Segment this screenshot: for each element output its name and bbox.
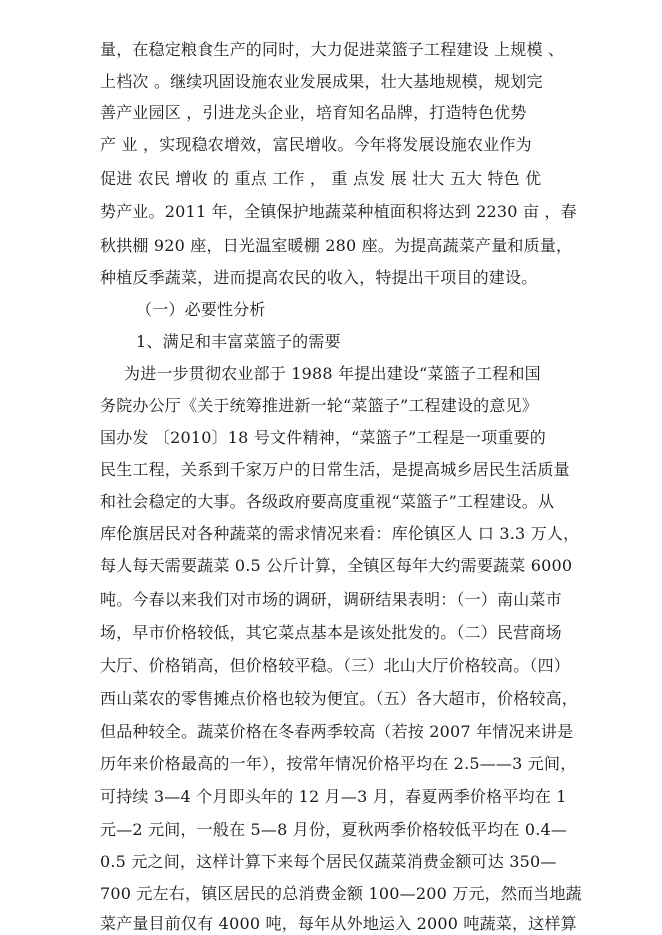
paragraph-line: 吨。今春以来我们对市场的调研，调研结果表明：（一）南山菜市 xyxy=(100,590,562,609)
paragraph-line: 每人每天需要蔬菜 0.5 公斤计算，全镇区每年大约需要蔬菜 6000 xyxy=(100,556,573,575)
paragraph-line: 和社会稳定的大事。各级政府要高度重视“菜篮子”工程建设。从 xyxy=(100,492,555,511)
paragraph-line: 库伦旗居民对各种蔬菜的需求情况来看：库伦镇区人 口 3.3 万人， xyxy=(100,524,580,543)
paragraph-line: 民生工程，关系到千家万户的日常生活，是提高城乡居民生活质量 xyxy=(100,460,570,479)
paragraph-line: 0.5 元之间，这样计算下来每个居民仅蔬菜消费金额可达 350— xyxy=(100,852,557,871)
paragraph-line: 务院办公厅《关于统筹推进新一轮“菜篮子”工程建设的意见》 xyxy=(100,396,538,415)
paragraph-line: 但品种较全。蔬菜价格在冬春两季较高（若按 2007 年情况来讲是 xyxy=(100,722,574,741)
subsection-heading: 1、满足和丰富菜篮子的需要 xyxy=(136,332,341,351)
paragraph-line: 历年来价格最高的一年），按常年情况价格平均在 2.5——3 元间， xyxy=(100,754,577,773)
paragraph-line: 场，早市价格较低，其它菜点基本是该处批发的。（二）民营商场 xyxy=(100,623,562,642)
paragraph-line: 元—2 元间，一般在 5—8 月份，夏秋两季价格较低平均在 0.4— xyxy=(100,820,568,839)
text-line: 善产业园区 ，引进龙头企业，培育知名品牌，打造特色优势 xyxy=(100,103,527,122)
text-line: 产 业 ，实现稳农增效，富民增收。今年将发展设施农业作为 xyxy=(100,135,532,154)
paragraph-line: 为进一步贯彻农业部于 1988 年提出建设“菜篮子工程和国 xyxy=(124,364,541,383)
paragraph-line: 700 元左右，镇区居民的总消费金额 100—200 万元，然而当地蔬 xyxy=(100,884,582,903)
paragraph-line: 可持续 3—4 个月即头年的 12 月—3 月，春夏两季价格平均在 1 xyxy=(100,787,567,806)
section-heading: （一）必要性分析 xyxy=(136,300,266,319)
text-line: 上档次 。继续巩固设施农业发展成果，壮大基地规模，规划完 xyxy=(100,72,543,91)
text-line: 秋拱棚 920 座，日光温室暖棚 280 座。为提高蔬菜产量和质量， xyxy=(100,236,573,255)
paragraph-line: 大厅、价格销高，但价格较平稳。（三）北山大厅价格较高。（四） xyxy=(100,656,571,675)
text-line: 种植反季蔬菜，进而提高农民的收入，特提出干项目的建设。 xyxy=(100,268,538,287)
paragraph-line: 国办发 〔2010〕18 号文件精神，“菜篮子”工程是一项重要的 xyxy=(100,428,547,447)
text-line: 量，在稳定粮食生产的同时，大力促进菜篮子工程建设 上规模 、 xyxy=(100,40,565,59)
paragraph-line: 西山菜农的零售摊点价格也较为便宜。（五）各大超市，价格较高， xyxy=(100,689,579,708)
text-line: 促进 农民 增收 的 重点 工作 ， 重 点发 展 壮大 五大 特色 优 xyxy=(100,169,542,188)
paragraph-line: 菜产量目前仅有 4000 吨，每年从外地运入 2000 吨蔬菜，这样算 xyxy=(100,914,577,933)
text-line: 势产业。2011 年，全镇保护地蔬菜种植面积将达到 2230 亩 ，春 xyxy=(100,202,577,221)
